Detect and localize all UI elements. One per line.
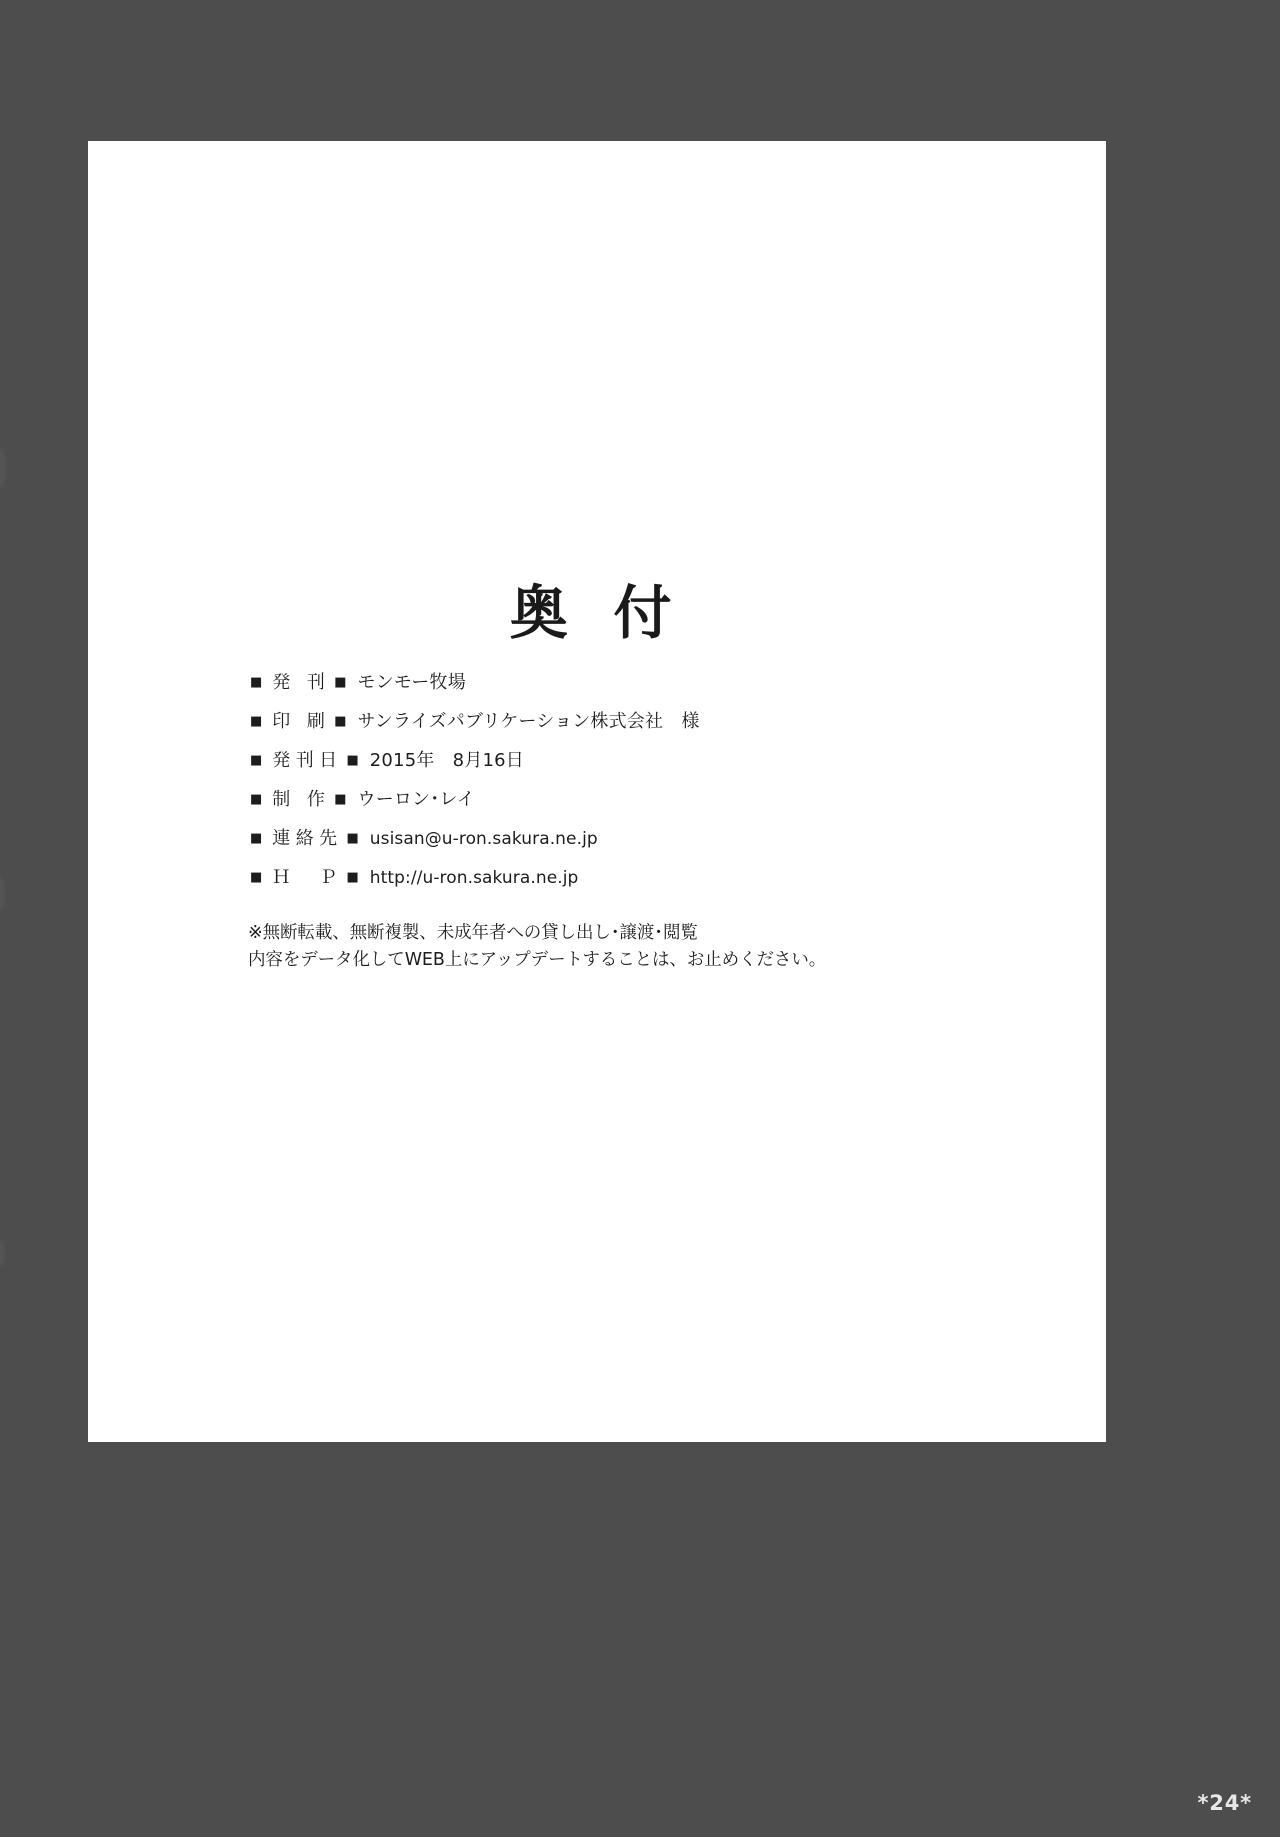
info-label: 制 作 [272, 789, 331, 810]
info-label: 発刊日 [272, 750, 343, 771]
square-bullet-icon: ■ [334, 792, 347, 807]
scan-artifact [0, 1240, 5, 1266]
info-label: Ｈ Ｐ [272, 867, 343, 888]
homepage-url: http://u-ron.sakura.ne.jp [369, 868, 579, 888]
square-bullet-icon: ■ [250, 831, 263, 846]
page-title: 奥 付 [509, 579, 685, 647]
info-value: サンライズパブリケーション株式会社 様 [357, 711, 700, 732]
square-bullet-icon: ■ [250, 753, 263, 768]
square-bullet-icon: ■ [250, 714, 263, 729]
page-number: *24* [1197, 1791, 1252, 1815]
colophon-info-list [250, 668, 1010, 902]
notice-line-1: ※無断転載、無断複製、未成年者への貸し出し･譲渡･閲覧 [248, 923, 698, 943]
info-row-publication-date [250, 746, 1010, 772]
scan-artifact [0, 876, 5, 910]
info-value: モンモー牧場 [357, 672, 466, 693]
square-bullet-icon: ■ [346, 831, 359, 846]
info-label: 印 刷 [272, 711, 331, 732]
info-value: ウーロン･レイ [357, 789, 475, 810]
square-bullet-icon: ■ [346, 753, 359, 768]
square-bullet-icon: ■ [250, 675, 263, 690]
square-bullet-icon: ■ [250, 792, 263, 807]
copyright-notice [248, 920, 1048, 973]
info-label: 発 刊 [272, 672, 331, 693]
square-bullet-icon: ■ [250, 870, 263, 885]
info-row-author [250, 785, 1010, 811]
notice-line-2: 内容をデータ化してWEB上にアップデートすることは、お止めください。 [248, 949, 827, 970]
colophon-page [88, 141, 1106, 1442]
square-bullet-icon: ■ [346, 870, 359, 885]
info-value: 2015年 8月16日 [369, 750, 524, 771]
info-row-homepage [250, 863, 1010, 889]
info-label: 連絡先 [272, 828, 343, 849]
scan-artifact [0, 448, 6, 488]
square-bullet-icon: ■ [334, 714, 347, 729]
info-row-printer [250, 707, 1010, 733]
info-row-publication [250, 668, 1010, 694]
info-row-contact [250, 824, 1010, 850]
contact-email: usisan@u-ron.sakura.ne.jp [369, 829, 598, 849]
square-bullet-icon: ■ [334, 675, 347, 690]
